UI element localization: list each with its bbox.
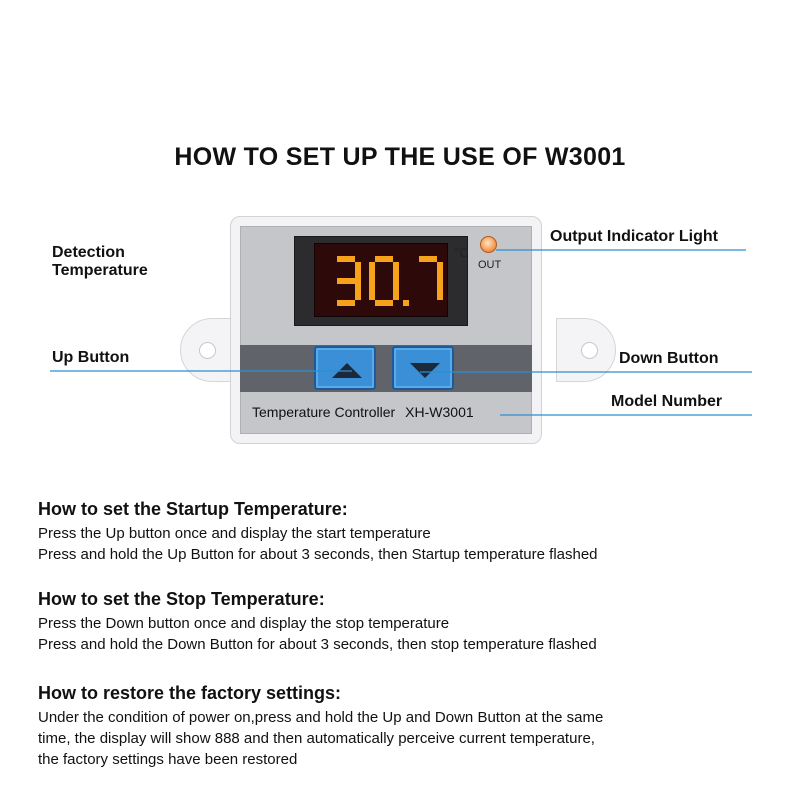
section-line: Press and hold the Down Button for about 3 seconds, then stop temperature flashed: [38, 636, 597, 653]
section-startup-temperature: [38, 499, 598, 565]
section-heading: How to set the Startup Temperature:: [38, 499, 348, 519]
section-line: Under the condition of power on,press and hold the Up and Down Button at the same: [38, 709, 604, 726]
section-factory-reset: [38, 683, 603, 770]
callout-model-number: Model Number: [611, 393, 723, 410]
section-heading: How to restore the factory settings:: [38, 683, 342, 703]
section-line: time, the display will show 888 and then automatically perceive current temperature,: [38, 730, 595, 747]
unit-symbol: °C: [454, 245, 469, 260]
callout-up-button: Up Button: [52, 349, 130, 366]
section-stop-temperature: [38, 589, 597, 655]
section-heading: How to set the Stop Temperature:: [38, 589, 325, 609]
device-model: XH-W3001: [405, 404, 474, 420]
section-line: the factory settings have been restored: [38, 751, 298, 768]
section-line: Press the Up button once and display the start temperature: [38, 525, 431, 542]
out-label: OUT: [478, 259, 502, 271]
device-name: Temperature Controller: [252, 404, 396, 420]
callout-detection-temperature: Detection Temperature: [52, 244, 148, 279]
section-line: Press and hold the Up Button for about 3 seconds, then Startup temperature flashed: [38, 546, 598, 563]
callout-output-light: Output Indicator Light: [550, 228, 718, 245]
page-title: HOW TO SET UP THE USE OF W3001: [174, 143, 626, 171]
section-line: Press the Down button once and display the stop temperature: [38, 615, 450, 632]
callout-down-button: Down Button: [619, 350, 719, 367]
